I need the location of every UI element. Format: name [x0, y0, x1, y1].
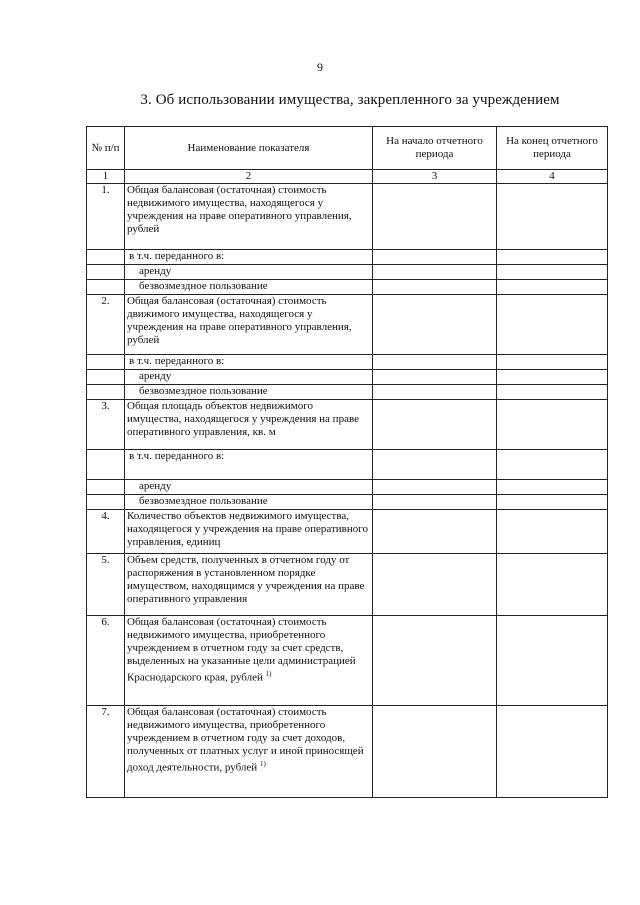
- footnote-mark: 1): [259, 760, 266, 768]
- value-start-cell: [373, 510, 497, 554]
- header-end: На конец отчетного периода: [497, 127, 608, 170]
- indicator-subitem: в т.ч. переданного в:: [125, 355, 373, 370]
- value-start-cell: [373, 250, 497, 265]
- value-start-cell: [373, 370, 497, 385]
- value-end-cell: [497, 480, 608, 495]
- table-row: [87, 295, 608, 355]
- value-end-cell: [497, 250, 608, 265]
- indicator-name: Общая балансовая (остаточная) стоимость недвижимого имущества, приобретенного учреждением в отчетном году за счет средств, выделенных на указанные цели администрацией Краснодарского края, рублей: [127, 616, 356, 684]
- header-num: № п/п: [87, 127, 125, 170]
- indicator-name: Общая площадь объектов недвижимого имущества, находящегося у учреждения на праве оперативного управления, кв. м: [125, 400, 373, 450]
- page-number: 9: [317, 60, 323, 74]
- row-number: 2.: [87, 295, 125, 355]
- column-numbers-row: [87, 170, 608, 184]
- table-subrow: [87, 265, 608, 280]
- column-number: 3: [373, 170, 497, 184]
- value-end-cell: [497, 295, 608, 355]
- table-row: [87, 184, 608, 250]
- empty-cell: [87, 450, 125, 480]
- footnote-mark: 1): [265, 670, 272, 678]
- table-subrow: [87, 450, 608, 480]
- value-start-cell: [373, 265, 497, 280]
- value-end-cell: [497, 265, 608, 280]
- indicator-name: Количество объектов недвижимого имущества, находящегося у учреждения на праве оперативного управления, единиц: [125, 510, 373, 554]
- table-row: [87, 554, 608, 616]
- row-number: 4.: [87, 510, 125, 554]
- indicator-name: Общая балансовая (остаточная) стоимость недвижимого имущества, приобретенного учреждением в отчетном году за счет доходов, полученных от платных услуг и иной приносящей доход деятельности, рублей: [127, 706, 364, 774]
- value-end-cell: [497, 355, 608, 370]
- value-start-cell: [373, 400, 497, 450]
- indicator-name-cell: [125, 616, 373, 706]
- indicator-subitem: аренду: [125, 480, 373, 495]
- indicator-name: Общая балансовая (остаточная) стоимость недвижимого имущества, находящегося у учреждения на праве оперативного управления, рублей: [125, 184, 373, 250]
- value-start-cell: [373, 554, 497, 616]
- table-row: [87, 616, 608, 706]
- table-row: [87, 400, 608, 450]
- value-end-cell: [497, 400, 608, 450]
- table-subrow: [87, 250, 608, 265]
- value-end-cell: [497, 184, 608, 250]
- empty-cell: [87, 495, 125, 510]
- empty-cell: [87, 355, 125, 370]
- empty-cell: [87, 480, 125, 495]
- row-number: 1.: [87, 184, 125, 250]
- value-end-cell: [497, 280, 608, 295]
- table-subrow: [87, 385, 608, 400]
- value-end-cell: [497, 370, 608, 385]
- empty-cell: [87, 250, 125, 265]
- column-number: 2: [125, 170, 373, 184]
- value-end-cell: [497, 510, 608, 554]
- value-start-cell: [373, 385, 497, 400]
- empty-cell: [87, 385, 125, 400]
- value-start-cell: [373, 480, 497, 495]
- row-number: 3.: [87, 400, 125, 450]
- empty-cell: [87, 280, 125, 295]
- indicator-subitem: безвозмездное пользование: [125, 280, 373, 295]
- indicator-subitem: аренду: [125, 265, 373, 280]
- section-title: 3. Об использовании имущества, закрепленного за учреждением: [140, 92, 560, 108]
- indicator-subitem: безвозмездное пользование: [125, 385, 373, 400]
- header-name: Наименование показателя: [125, 127, 373, 170]
- indicator-name: Общая балансовая (остаточная) стоимость движимого имущества, находящегося у учреждения на праве оперативного управления, рублей: [125, 295, 373, 355]
- header-start: На начало отчетного периода: [373, 127, 497, 170]
- empty-cell: [87, 265, 125, 280]
- indicator-subitem: в т.ч. переданного в:: [125, 250, 373, 265]
- indicator-subitem: безвозмездное пользование: [125, 495, 373, 510]
- empty-cell: [87, 370, 125, 385]
- value-start-cell: [373, 616, 497, 706]
- table-header-row: [87, 127, 608, 170]
- value-start-cell: [373, 450, 497, 480]
- row-number: 7.: [87, 706, 125, 798]
- value-end-cell: [497, 554, 608, 616]
- column-number: 1: [87, 170, 125, 184]
- value-start-cell: [373, 706, 497, 798]
- value-end-cell: [497, 495, 608, 510]
- value-start-cell: [373, 280, 497, 295]
- table-subrow: [87, 370, 608, 385]
- value-end-cell: [497, 385, 608, 400]
- indicator-subitem: в т.ч. переданного в:: [125, 450, 373, 480]
- table-subrow: [87, 280, 608, 295]
- row-number: 5.: [87, 554, 125, 616]
- value-start-cell: [373, 184, 497, 250]
- indicator-name: Объем средств, полученных в отчетном году от распоряжения в установленном порядке имуществом, находящимся у учреждения на праве оперативного управления: [125, 554, 373, 616]
- indicator-name-cell: [125, 706, 373, 798]
- column-number: 4: [497, 170, 608, 184]
- property-usage-table: [86, 126, 608, 798]
- value-start-cell: [373, 295, 497, 355]
- value-end-cell: [497, 706, 608, 798]
- value-end-cell: [497, 450, 608, 480]
- value-start-cell: [373, 495, 497, 510]
- table-subrow: [87, 495, 608, 510]
- table-row: [87, 510, 608, 554]
- table-subrow: [87, 480, 608, 495]
- table-subrow: [87, 355, 608, 370]
- row-number: 6.: [87, 616, 125, 706]
- value-start-cell: [373, 355, 497, 370]
- value-end-cell: [497, 616, 608, 706]
- indicator-subitem: аренду: [125, 370, 373, 385]
- table-row: [87, 706, 608, 798]
